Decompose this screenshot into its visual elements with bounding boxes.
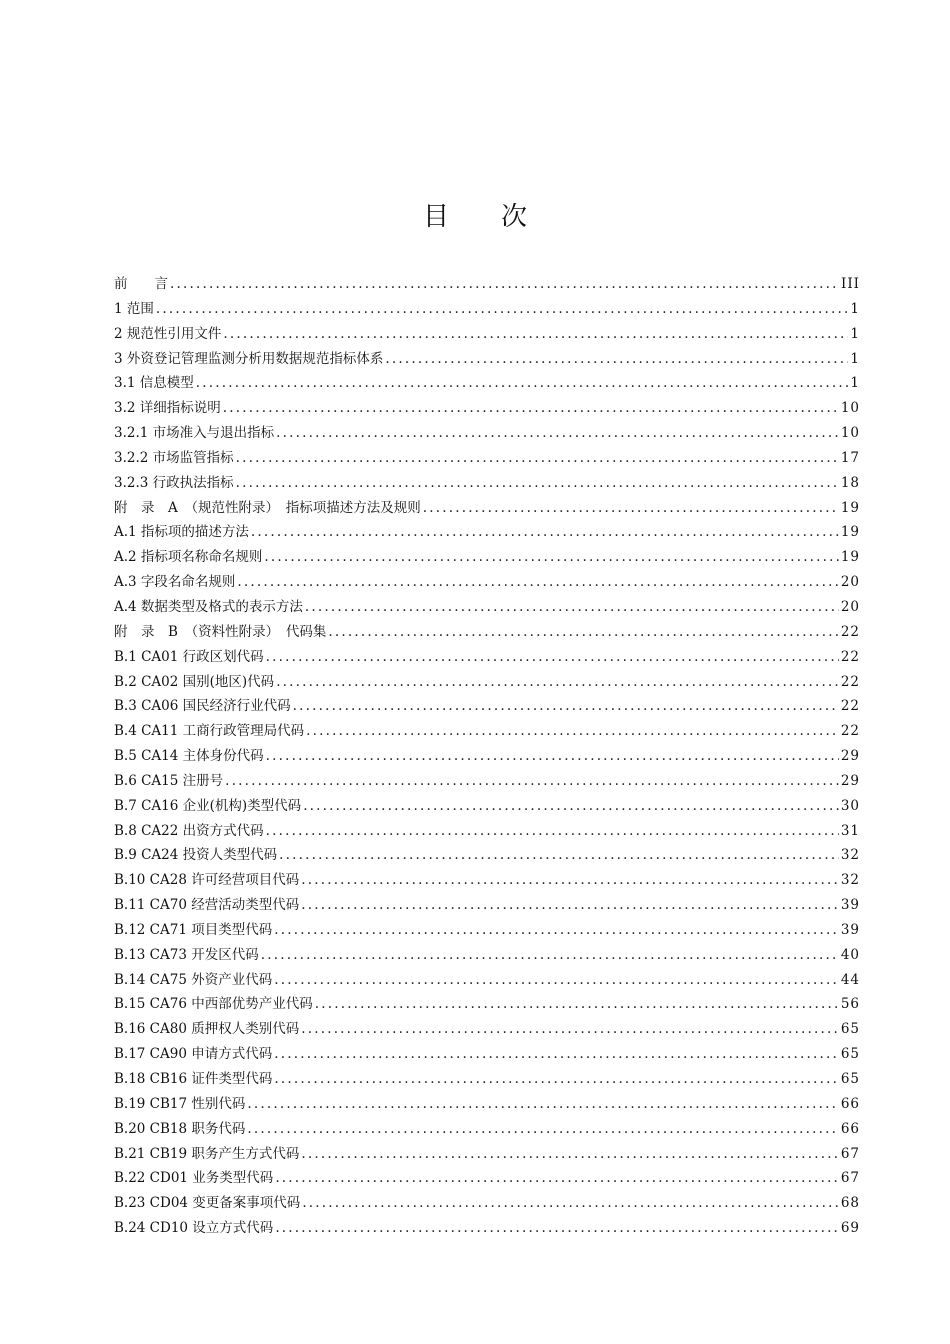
toc-entry-label: B.10 CA28 许可经营项目代码	[114, 872, 300, 889]
toc-entry[interactable]	[114, 769, 860, 794]
toc-entry[interactable]	[114, 1017, 860, 1042]
toc-dot-leader	[315, 992, 839, 1017]
toc-entry-page-number: 1	[850, 375, 860, 392]
toc-entry-page-number: 66	[840, 1095, 860, 1112]
toc-dot-leader	[301, 1017, 839, 1042]
toc-entry[interactable]	[114, 843, 860, 868]
toc-entry-page-number: III	[841, 276, 860, 292]
toc-entry[interactable]	[114, 1042, 860, 1067]
toc-entry[interactable]	[114, 819, 860, 844]
toc-entry-page-number: 20	[840, 574, 860, 591]
toc-entry-label: B.13 CA73 开发区代码	[114, 946, 259, 963]
page-title-char-2: 次	[501, 202, 528, 233]
toc-entry-page-number: 19	[840, 549, 860, 566]
toc-entry-label: B.19 CB17 性别代码	[114, 1095, 246, 1112]
toc-entry-page-number: 32	[840, 847, 860, 864]
toc-dot-leader	[303, 794, 839, 819]
toc-entry[interactable]	[114, 496, 860, 521]
toc-entry-page-number: 20	[840, 598, 860, 615]
toc-entry-label: B.2 CA02 国别(地区)代码	[114, 673, 275, 690]
toc-entry-page-number: 19	[840, 499, 860, 516]
toc-entry-label: 2 规范性引用文件	[114, 325, 222, 342]
toc-entry[interactable]	[114, 1142, 860, 1167]
toc-entry-page-number: 22	[840, 673, 860, 690]
toc-entry-page-number: 65	[840, 1021, 860, 1038]
toc-entry-label: B.18 CB16 证件类型代码	[114, 1071, 273, 1087]
toc-entry-page-number: 32	[840, 872, 860, 889]
toc-entry-page-number: 10	[840, 425, 860, 442]
toc-entry-label: B.6 CA15 注册号	[114, 772, 224, 789]
toc-entry-label: A.2 指标项名称命名规则	[114, 549, 263, 566]
toc-entry-label: 前 言	[114, 276, 168, 292]
toc-dot-leader	[261, 943, 839, 968]
toc-entry[interactable]	[114, 645, 860, 670]
toc-entry[interactable]	[114, 968, 860, 993]
toc-entry-label: B.7 CA16 企业(机构)类型代码	[114, 797, 302, 814]
toc-entry[interactable]	[114, 868, 860, 893]
toc-entry[interactable]	[114, 1166, 860, 1191]
toc-entry-label: B.14 CA75 外资产业代码	[114, 971, 273, 988]
toc-entry-label: 附 录 B （资料性附录） 代码集	[114, 623, 327, 640]
toc-entry-label: 附 录 A （规范性附录） 指标项描述方法及规则	[114, 499, 421, 516]
toc-dot-leader	[275, 1216, 839, 1241]
toc-dot-leader	[301, 868, 839, 893]
toc-entry-label: 1 范围	[114, 300, 154, 317]
toc-dot-leader	[274, 1067, 838, 1092]
toc-entry-label: 3.2 详细指标说明	[114, 400, 221, 417]
toc-entry-label: B.17 CA90 申请方式代码	[114, 1046, 273, 1063]
toc-dot-leader	[301, 1142, 838, 1167]
toc-entry-label: B.4 CA11 工商行政管理局代码	[114, 723, 305, 740]
toc-entry[interactable]	[114, 595, 860, 620]
toc-entry-page-number: 39	[840, 921, 860, 938]
toc-entry-label: A.3 字段名命名规则	[114, 574, 236, 591]
toc-entry[interactable]	[114, 396, 860, 421]
toc-entry-page-number: 29	[840, 748, 860, 765]
toc-entry-label: B.23 CD04 变更备案事项代码	[114, 1195, 301, 1212]
toc-entry-page-number: 10	[840, 400, 860, 417]
toc-entry-page-number: 22	[840, 723, 860, 740]
toc-dot-leader	[223, 396, 839, 421]
table-of-contents	[114, 272, 860, 1241]
toc-entry-page-number: 40	[840, 946, 860, 963]
toc-entry-page-number: 69	[840, 1220, 860, 1237]
toc-entry-label: 3.2.3 行政执法指标	[114, 474, 234, 491]
toc-entry-page-number: 1	[850, 325, 860, 342]
toc-entry-label: B.12 CA71 项目类型代码	[114, 921, 273, 938]
toc-entry[interactable]	[114, 744, 860, 769]
toc-entry-page-number: 22	[840, 648, 860, 665]
toc-entry[interactable]	[114, 719, 860, 744]
toc-entry[interactable]	[114, 272, 860, 297]
toc-entry-label: 3.2.2 市场监管指标	[114, 449, 234, 466]
toc-entry-page-number: 68	[840, 1195, 860, 1212]
toc-entry[interactable]	[114, 347, 860, 372]
toc-dot-leader	[275, 1166, 839, 1191]
toc-dot-leader	[328, 620, 838, 645]
toc-entry[interactable]	[114, 620, 860, 645]
toc-entry-label: B.22 CD01 业务类型代码	[114, 1170, 274, 1187]
toc-entry[interactable]	[114, 545, 860, 570]
toc-dot-leader	[223, 322, 848, 347]
toc-entry-label: B.8 CA22 出资方式代码	[114, 822, 264, 839]
toc-dot-leader	[274, 1042, 839, 1067]
toc-entry[interactable]	[114, 297, 860, 322]
toc-entry[interactable]	[114, 1191, 860, 1216]
toc-entry-label: B.16 CA80 质押权人类别代码	[114, 1021, 300, 1038]
toc-entry[interactable]	[114, 918, 860, 943]
toc-entry-page-number: 65	[840, 1071, 860, 1087]
toc-dot-leader	[274, 968, 839, 993]
toc-dot-leader	[247, 1117, 838, 1142]
toc-dot-leader	[156, 297, 849, 322]
page-title	[0, 197, 950, 237]
toc-entry-page-number: 1	[850, 300, 860, 317]
toc-entry-label: B.24 CD10 设立方式代码	[114, 1220, 274, 1237]
toc-entry-label: B.3 CA06 国民经济行业代码	[114, 698, 291, 715]
toc-entry[interactable]	[114, 992, 860, 1017]
toc-dot-leader	[236, 446, 839, 471]
toc-entry-label: B.15 CA76 中西部优势产业代码	[114, 996, 313, 1013]
toc-dot-leader	[305, 595, 839, 620]
toc-dot-leader	[237, 570, 838, 595]
toc-entry[interactable]	[114, 1067, 860, 1092]
toc-entry-page-number: 17	[840, 449, 860, 466]
toc-entry-page-number: 22	[840, 623, 860, 640]
toc-entry-page-number: 66	[840, 1120, 860, 1137]
toc-entry-page-number: 29	[840, 772, 860, 789]
toc-entry[interactable]	[114, 520, 860, 545]
toc-dot-leader	[266, 645, 839, 670]
toc-entry[interactable]	[114, 694, 860, 719]
toc-entry[interactable]	[114, 421, 860, 446]
toc-entry-label: B.21 CB19 职务产生方式代码	[114, 1145, 300, 1162]
toc-dot-leader	[264, 545, 838, 570]
toc-entry[interactable]	[114, 943, 860, 968]
toc-entry-page-number: 30	[840, 797, 860, 814]
toc-entry-page-number: 44	[840, 971, 860, 988]
toc-entry-label: B.1 CA01 行政区划代码	[114, 648, 264, 665]
toc-entry-label: B.20 CB18 职务代码	[114, 1120, 246, 1137]
toc-dot-leader	[266, 744, 839, 769]
toc-entry[interactable]	[114, 1092, 860, 1117]
toc-entry-label: B.11 CA70 经营活动类型代码	[114, 897, 300, 914]
toc-dot-leader	[170, 272, 839, 297]
toc-entry-page-number: 18	[840, 474, 860, 491]
toc-dot-leader	[236, 471, 839, 496]
page-title-char-1: 目	[422, 202, 449, 233]
toc-entry-label: B.9 CA24 投资人类型代码	[114, 847, 278, 864]
toc-dot-leader	[225, 769, 839, 794]
toc-entry-page-number: 56	[840, 996, 860, 1013]
toc-entry[interactable]	[114, 893, 860, 918]
toc-entry-page-number: 19	[840, 524, 860, 541]
toc-dot-leader	[293, 694, 839, 719]
toc-entry[interactable]	[114, 446, 860, 471]
toc-entry[interactable]	[114, 471, 860, 496]
toc-dot-leader	[196, 371, 849, 396]
toc-entry-page-number: 22	[840, 698, 860, 715]
toc-entry[interactable]	[114, 322, 860, 347]
toc-entry[interactable]	[114, 371, 860, 396]
toc-dot-leader	[247, 1092, 838, 1117]
toc-entry[interactable]	[114, 1117, 860, 1142]
toc-entry-label: B.5 CA14 主体身份代码	[114, 748, 264, 765]
toc-dot-leader	[385, 347, 848, 372]
toc-entry-label: A.1 指标项的描述方法	[114, 524, 249, 541]
toc-dot-leader	[276, 670, 839, 695]
toc-entry[interactable]	[114, 570, 860, 595]
toc-dot-leader	[301, 893, 839, 918]
toc-entry-page-number: 31	[840, 822, 860, 839]
toc-entry-page-number: 65	[840, 1046, 860, 1063]
toc-dot-leader	[266, 819, 839, 844]
toc-entry[interactable]	[114, 1216, 860, 1241]
toc-dot-leader	[279, 843, 839, 868]
toc-entry[interactable]	[114, 794, 860, 819]
toc-dot-leader	[276, 421, 839, 446]
toc-entry-page-number: 39	[840, 897, 860, 914]
toc-entry[interactable]	[114, 670, 860, 695]
toc-entry-page-number: 67	[840, 1170, 860, 1187]
toc-entry-label: 3 外资登记管理监测分析用数据规范指标体系	[114, 350, 384, 367]
toc-dot-leader	[251, 520, 839, 545]
toc-dot-leader	[306, 719, 839, 744]
toc-entry-page-number: 67	[840, 1145, 860, 1162]
toc-dot-leader	[274, 918, 839, 943]
toc-entry-label: 3.2.1 市场准入与退出指标	[114, 425, 275, 442]
toc-entry-label: A.4 数据类型及格式的表示方法	[114, 598, 303, 615]
toc-dot-leader	[423, 496, 839, 521]
toc-dot-leader	[302, 1191, 839, 1216]
toc-entry-page-number: 1	[850, 350, 860, 367]
toc-entry-label: 3.1 信息模型	[114, 375, 194, 392]
